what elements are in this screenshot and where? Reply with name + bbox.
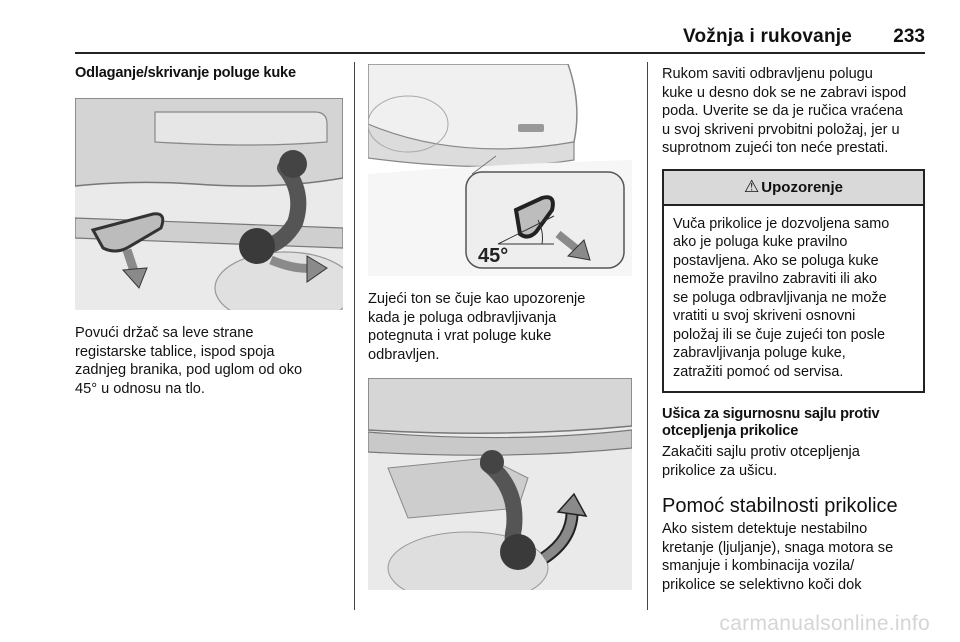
warning-header bbox=[664, 171, 923, 206]
section-heading-safety-cable: Ušica za sigurnosnu sajlu protiv otcepljenja prikolice bbox=[662, 406, 880, 439]
column-divider-1 bbox=[354, 62, 355, 610]
buzzer-paragraph: Zujeći ton se čuje kao upozorenje kada je poluga odbravljivanja potegnuta i vrat poluge kuke odbravljen. bbox=[368, 291, 586, 363]
stowing-paragraph: Povući držač sa leve strane registarske tablice, ispod spoja zadnjeg branika, pod uglom od oko 45° u odnosu na tlo. bbox=[75, 325, 303, 397]
header-rule bbox=[75, 52, 925, 54]
trailer-stability-paragraph: Ako sistem detektuje nestabilno kretanje (ljuljanje), snaga motora se smanjuje i kombinacija vozila/ prikolice se selektivno koči dok bbox=[662, 521, 894, 593]
warning-text: Vuča prikolice je dozvoljena samo ako je poluga kuke pravilno postavljena. Ako se poluga kuke nemože pravilno zabraviti ili ako se poluga odbravljivanja ne može vratiti u svoj skriveni osnovni položaj ili se čuje zujeći ton posle zabravljivanja poluge kuke, zatražiti pomoć od servisa. bbox=[673, 215, 890, 380]
warning-box bbox=[662, 169, 925, 394]
warning-triangle-icon: ⚠ bbox=[744, 177, 760, 196]
warning-title: Upozorenje bbox=[761, 178, 843, 196]
angle-label: 45° bbox=[478, 245, 509, 267]
illustration-rear-bumper-angle bbox=[368, 64, 632, 276]
watermark: carmanualsonline.info bbox=[719, 612, 930, 635]
column-3 bbox=[662, 62, 927, 594]
illustration-release-handle bbox=[75, 98, 343, 310]
section-heading-stowing: Odlaganje/skrivanje poluge kuke bbox=[75, 65, 296, 81]
column-1 bbox=[75, 62, 343, 398]
illustration-hook-fold bbox=[368, 378, 632, 590]
safety-cable-paragraph: Zakačiti sajlu protiv otcepljenja prikolice za ušicu. bbox=[662, 444, 860, 479]
column-2 bbox=[368, 62, 634, 590]
fold-paragraph: Rukom saviti odbravljenu polugu kuke u desno dok se ne zabravi ispod poda. Uverite se da je ručica vraćena u svoj skriveni prvobitni položaj, jer u suprotnom zujeći ton neće prestati. bbox=[662, 66, 907, 156]
chapter-title: Vožnja i rukovanje bbox=[682, 26, 852, 47]
column-divider-2 bbox=[647, 62, 648, 610]
page-number: 233 bbox=[893, 26, 925, 47]
section-heading-trailer-stability: Pomoć stabilnosti prikolice bbox=[662, 495, 898, 517]
